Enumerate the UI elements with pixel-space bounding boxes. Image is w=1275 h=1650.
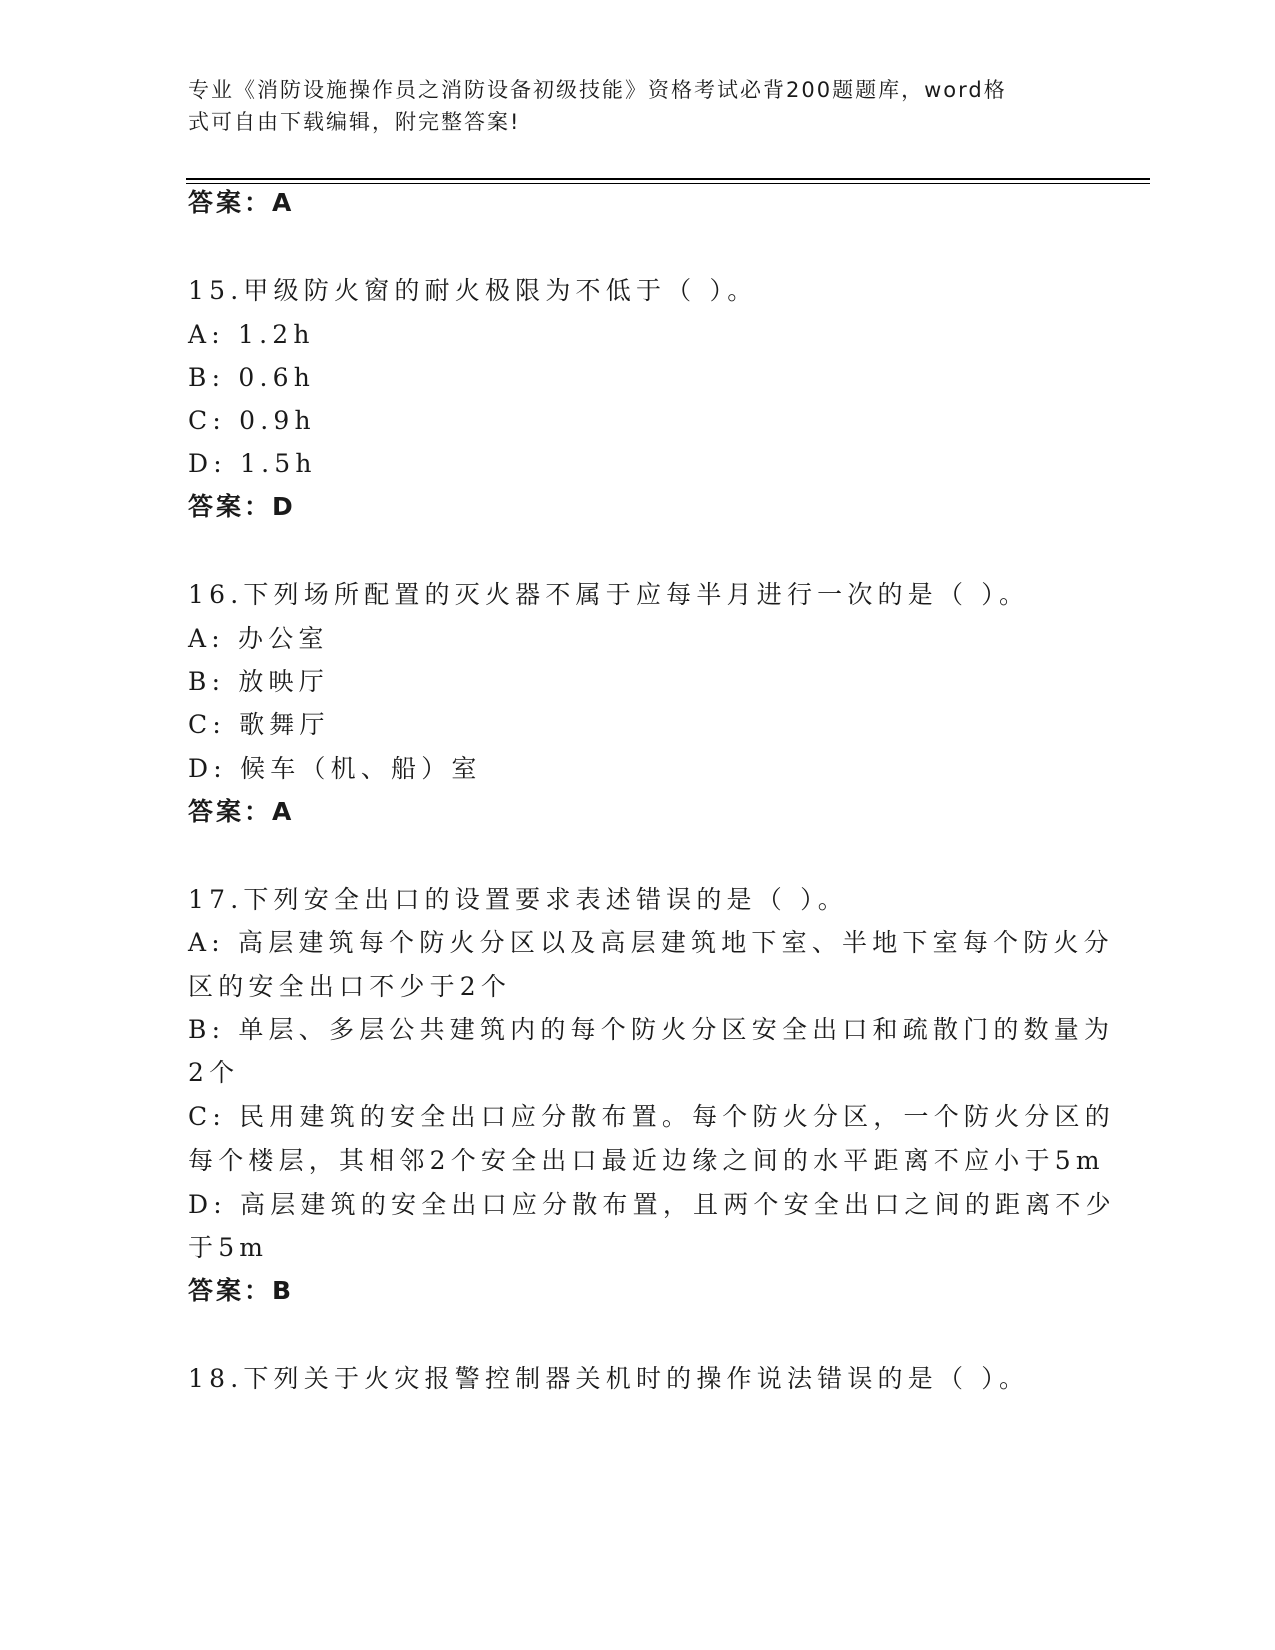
option-b: B: 放映厅 <box>188 667 329 696</box>
option-c-line-2: 每个楼层，其相邻2个安全出口最近边缘之间的水平距离不应小于5m <box>188 1146 1105 1175</box>
answer: 答案：A <box>188 797 295 826</box>
option-b: B: 0.6h <box>188 363 316 392</box>
option-a: A: 1.2h <box>188 320 315 349</box>
answer: 答案：B <box>188 1276 295 1305</box>
question-stem: 16.下列场所配置的灭火器不属于应每半月进行一次的是（ ）。 <box>188 580 1030 609</box>
option-c: C: 歌舞厅 <box>188 710 330 739</box>
option-d: D: 候车（机、船）室 <box>188 754 482 783</box>
option-d-line-2: 于5m <box>188 1233 269 1262</box>
document-header <box>188 74 1068 138</box>
option-a-line-2: 区的安全出口不少于2个 <box>188 972 512 1001</box>
option-a-line-1: A: 高层建筑每个防火分区以及高层建筑地下室、半地下室每个防火分 <box>188 928 1114 957</box>
question-stem: 18.下列关于火灾报警控制器关机时的操作说法错误的是（ ）。 <box>188 1364 1030 1393</box>
header-line-1: 专业《消防设施操作员之消防设备初级技能》资格考试必背200题题库，word格 <box>188 78 1007 102</box>
option-d: D: 1.5h <box>188 449 317 478</box>
option-a: A: 办公室 <box>188 624 329 653</box>
option-b-line-2: 2个 <box>188 1058 240 1087</box>
question-stem: 15.甲级防火窗的耐火极限为不低于（ ）。 <box>188 276 758 305</box>
header-line-2: 式可自由下载编辑，附完整答案! <box>188 110 521 134</box>
question-stem: 17.下列安全出口的设置要求表述错误的是（ ）。 <box>188 885 849 914</box>
option-c: C: 0.9h <box>188 406 316 435</box>
option-d-line-1: D: 高层建筑的安全出口应分散布置，且两个安全出口之间的距离不少 <box>188 1190 1116 1219</box>
header-rule-thin <box>186 183 1150 184</box>
answer: 答案：D <box>188 492 296 521</box>
option-b-line-1: B: 单层、多层公共建筑内的每个防火分区安全出口和疏散门的数量为 <box>188 1015 1115 1044</box>
option-c-line-1: C: 民用建筑的安全出口应分散布置。每个防火分区，一个防火分区的 <box>188 1102 1115 1131</box>
header-rule-thick <box>186 178 1150 180</box>
previous-answer: 答案：A <box>188 188 295 217</box>
